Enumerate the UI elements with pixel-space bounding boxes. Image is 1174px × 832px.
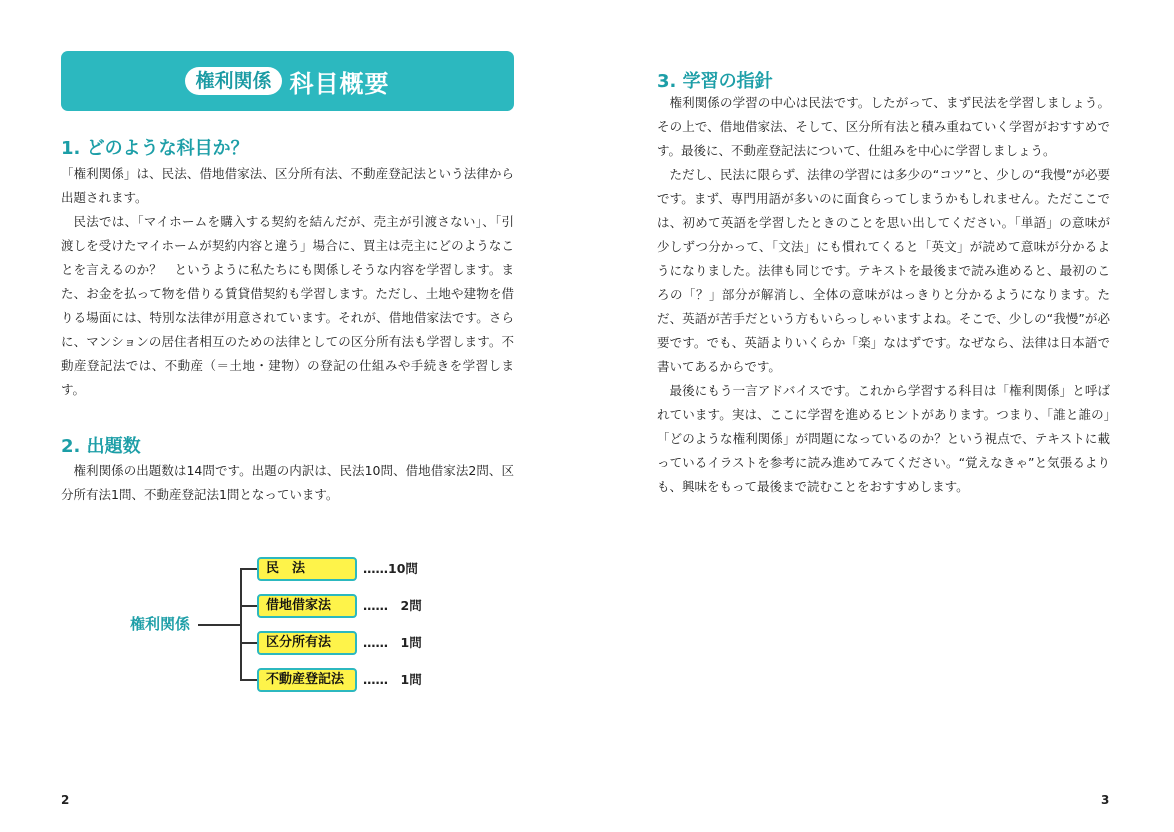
diagram-item-land-lease-law: 借地借家法	[257, 594, 357, 618]
diagram-branch	[240, 679, 258, 681]
subject-banner	[61, 51, 514, 111]
diagram-branch	[240, 642, 258, 644]
diagram-count-condominium-law: …… 1問	[363, 635, 422, 650]
diagram-item-civil-law: 民 法	[257, 557, 357, 581]
section3-paragraph: 最後にもう一言アドバイスです。これから学習する科目は「権利関係」と呼ばれています。実は、ここに学習を進めるヒントがあります。つまり、「誰と誰の」「どのような権利関係」が問題になっているのか？という視点で、テキストに載っているイラストを参考に読み進めてみてください。“覚えなきゃ”と気張るよりも、興味をもって最後まで読むことをおすすめします。	[657, 383, 1110, 494]
diagram-item-registration-law: 不動産登記法	[257, 668, 357, 692]
section1-body	[61, 162, 514, 402]
section1-paragraph: 民法では、「マイホームを購入する契約を結んだが、売主が引渡さない」、「引渡しを受けたマイホームが契約内容と違う」場合に、買主は売主にどのようなことを言えるのか？ というように私たちにも関係しそうな内容を学習します。また、お金を払って物を借りる賃貸借契約も学習します。ただし、土地や建物を借りる場面には、特別な法律が用意されています。それが、借地借家法です。さらに、マンションの居住者相互のための法律としての区分所有法も学習します。不動産登記法では、不動産（＝土地・建物）の登記の仕組みや手続きを学習します。	[61, 214, 514, 397]
diagram-trunk	[240, 568, 242, 681]
diagram-count-registration-law: …… 1問	[363, 672, 422, 687]
diagram-root-label: 権利関係	[130, 615, 191, 633]
section1-paragraph: 「権利関係」は、民法、借地借家法、区分所有法、不動産登記法という法律から出題されます。	[61, 166, 514, 205]
section1-heading: 1. どのような科目か？	[61, 138, 249, 159]
right-page	[587, 0, 1174, 832]
section2-heading: 2. 出題数	[61, 436, 141, 457]
diagram-count-land-lease-law: …… 2問	[363, 598, 422, 613]
diagram-branch	[240, 568, 258, 570]
page-number-right: 3	[1101, 793, 1110, 807]
section3-heading: 3. 学習の指針	[657, 71, 773, 92]
diagram-item-condominium-law: 区分所有法	[257, 631, 357, 655]
section3-paragraph: ただし、民法に限らず、法律の学習には多少の“コツ”と、少しの“我慢”が必要です。まず、専門用語が多いのに面食らってしまうかもしれません。ただここでは、初めて英語を学習したときのことを思い出してください。「単語」の意味が少しずつ分かって、「文法」にも慣れてくると「英文」が読めて意味が分かるようになりました。法律も同じです。テキストを最後まで読み進めると、最初のころの「？」部分が解消し、全体の意味がはっきりと分かるようになります。ただ、英語が苦手だという方もいらっしゃいますよね。そこで、少しの“我慢”が必要です。でも、英語よりいくらか「楽」なはずです。なぜなら、法律は日本語で書いてあるからです。	[657, 167, 1110, 374]
section2-paragraph: 権利関係の出題数は14問です。出題の内訳は、民法10問、借地借家法2問、区分所有法1問、不動産登記法1問となっています。	[61, 463, 514, 502]
section3-paragraph: 権利関係の学習の中心は民法です。したがって、まず民法を学習しましょう。その上で、借地借家法、そして、区分所有法と積み重ねていく学習がおすすめです。最後に、不動産登記法について、仕組みを中心に学習しましょう。	[657, 95, 1110, 158]
banner-title: 科目概要	[289, 69, 390, 98]
banner-tag: 権利関係	[185, 67, 281, 95]
page-number-left: 2	[61, 793, 70, 807]
diagram-connector	[198, 624, 241, 626]
question-breakdown-diagram	[120, 550, 440, 700]
section2-body	[61, 459, 514, 507]
diagram-count-civil-law: ……10問	[363, 561, 418, 576]
diagram-branch	[240, 605, 258, 607]
section3-body	[657, 91, 1110, 499]
